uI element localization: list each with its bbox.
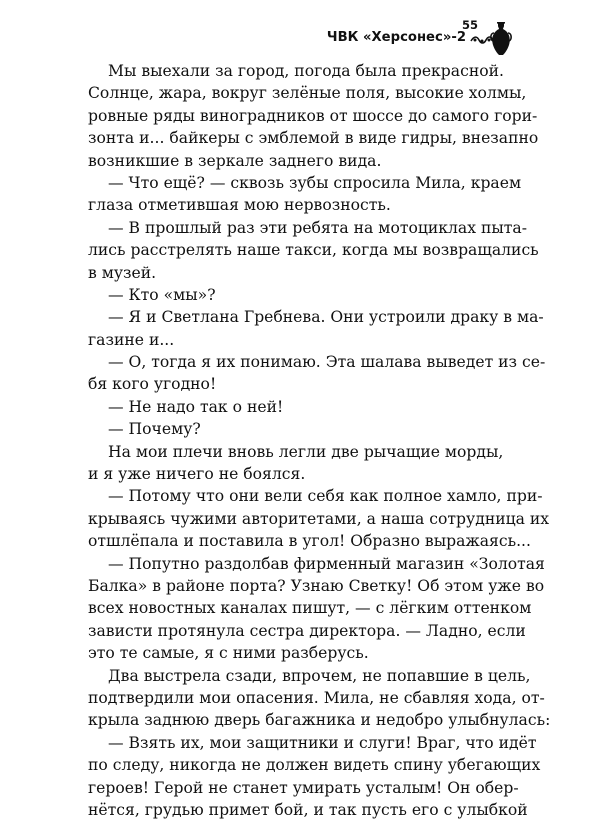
text-line: — Я и Светлана Гребнева. Они устроили драку в ма- [108, 308, 544, 327]
text-line: — Попутно раздолбав фирменный магазин «Золотая [108, 554, 545, 573]
text-line: — О, тогда я их понимаю. Эта шалава выведет из се- [108, 353, 546, 372]
text-line: На мои плечи вновь легли две рычащие морды, [108, 442, 504, 461]
text-line: — Почему? [108, 420, 201, 439]
page-number: 55 [462, 18, 479, 32]
text-line: подтвердили мои опасения. Мила, не сбавляя хода, от- [88, 688, 545, 707]
text-line: Балка» в районе порта? Узнаю Светку! Об этом уже во [88, 576, 545, 595]
text-line: по следу, никогда не должен видеть спину убегающих [88, 756, 541, 775]
text-line: лись расстрелять наше такси, когда мы возвращались [88, 241, 539, 260]
text-line: Мы выехали за город, погода была прекрасной. [108, 62, 504, 80]
text-line: крываясь чужими авторитетами, а наша сотрудница их [88, 509, 550, 528]
amphora-icon [490, 21, 512, 57]
text-line: Два выстрела сзади, впрочем, не попавшие в цель, [108, 666, 531, 685]
text-line: в музей. [88, 263, 157, 282]
text-line: героев! Герой не станет умирать усталым! Он обер- [88, 778, 519, 797]
text-line: это те самые, я с ними разберусь. [88, 644, 369, 663]
text-line: газине и... [88, 330, 175, 349]
text-line: — Что ещё? — сквозь зубы спросила Мила, краем [108, 173, 522, 192]
text-line: — В прошлый раз эти ребята на мотоциклах пыта- [108, 218, 527, 237]
text-line: крыла заднюю дверь багажника и недобро улыбнулась: [88, 711, 551, 730]
text-line: ровные ряды виноградников от шоссе до самого гори- [88, 106, 538, 125]
text-line: Солнце, жара, вокруг зелёные поля, высокие холмы, [88, 84, 527, 103]
body-text [88, 60, 551, 821]
text-line: глаза отметившая мою нервозность. [88, 196, 391, 215]
page-header [0, 16, 600, 56]
text-line: отшлёпала и поставила в угол! Образно выражаясь... [88, 532, 531, 551]
text-line: нётся, грудью примет бой, и так пусть его с улыбкой [88, 800, 528, 819]
text-line: зонта и... байкеры с эмблемой в виде гидры, внезапно [88, 129, 539, 148]
text-line: — Не надо так о ней! [108, 397, 284, 416]
text-line: — Потому что они вели себя как полное хамло, при- [108, 487, 543, 506]
text-line: зависти протянула сестра директора. — Ладно, если [88, 621, 526, 640]
text-line: всех новостных каналах пишут, — с лёгким оттенком [88, 599, 532, 618]
text-line: и я уже ничего не боялся. [88, 465, 306, 484]
running-title: ЧВК «Херсонес»-2 [326, 30, 466, 45]
text-line: — Взять их, мои защитники и слуги! Враг, что идёт [108, 733, 537, 752]
text-line: возникшие в зеркале заднего вида. [88, 151, 382, 170]
text-line: — Кто «мы»? [108, 285, 216, 304]
text-line: бя кого угодно! [88, 375, 217, 394]
